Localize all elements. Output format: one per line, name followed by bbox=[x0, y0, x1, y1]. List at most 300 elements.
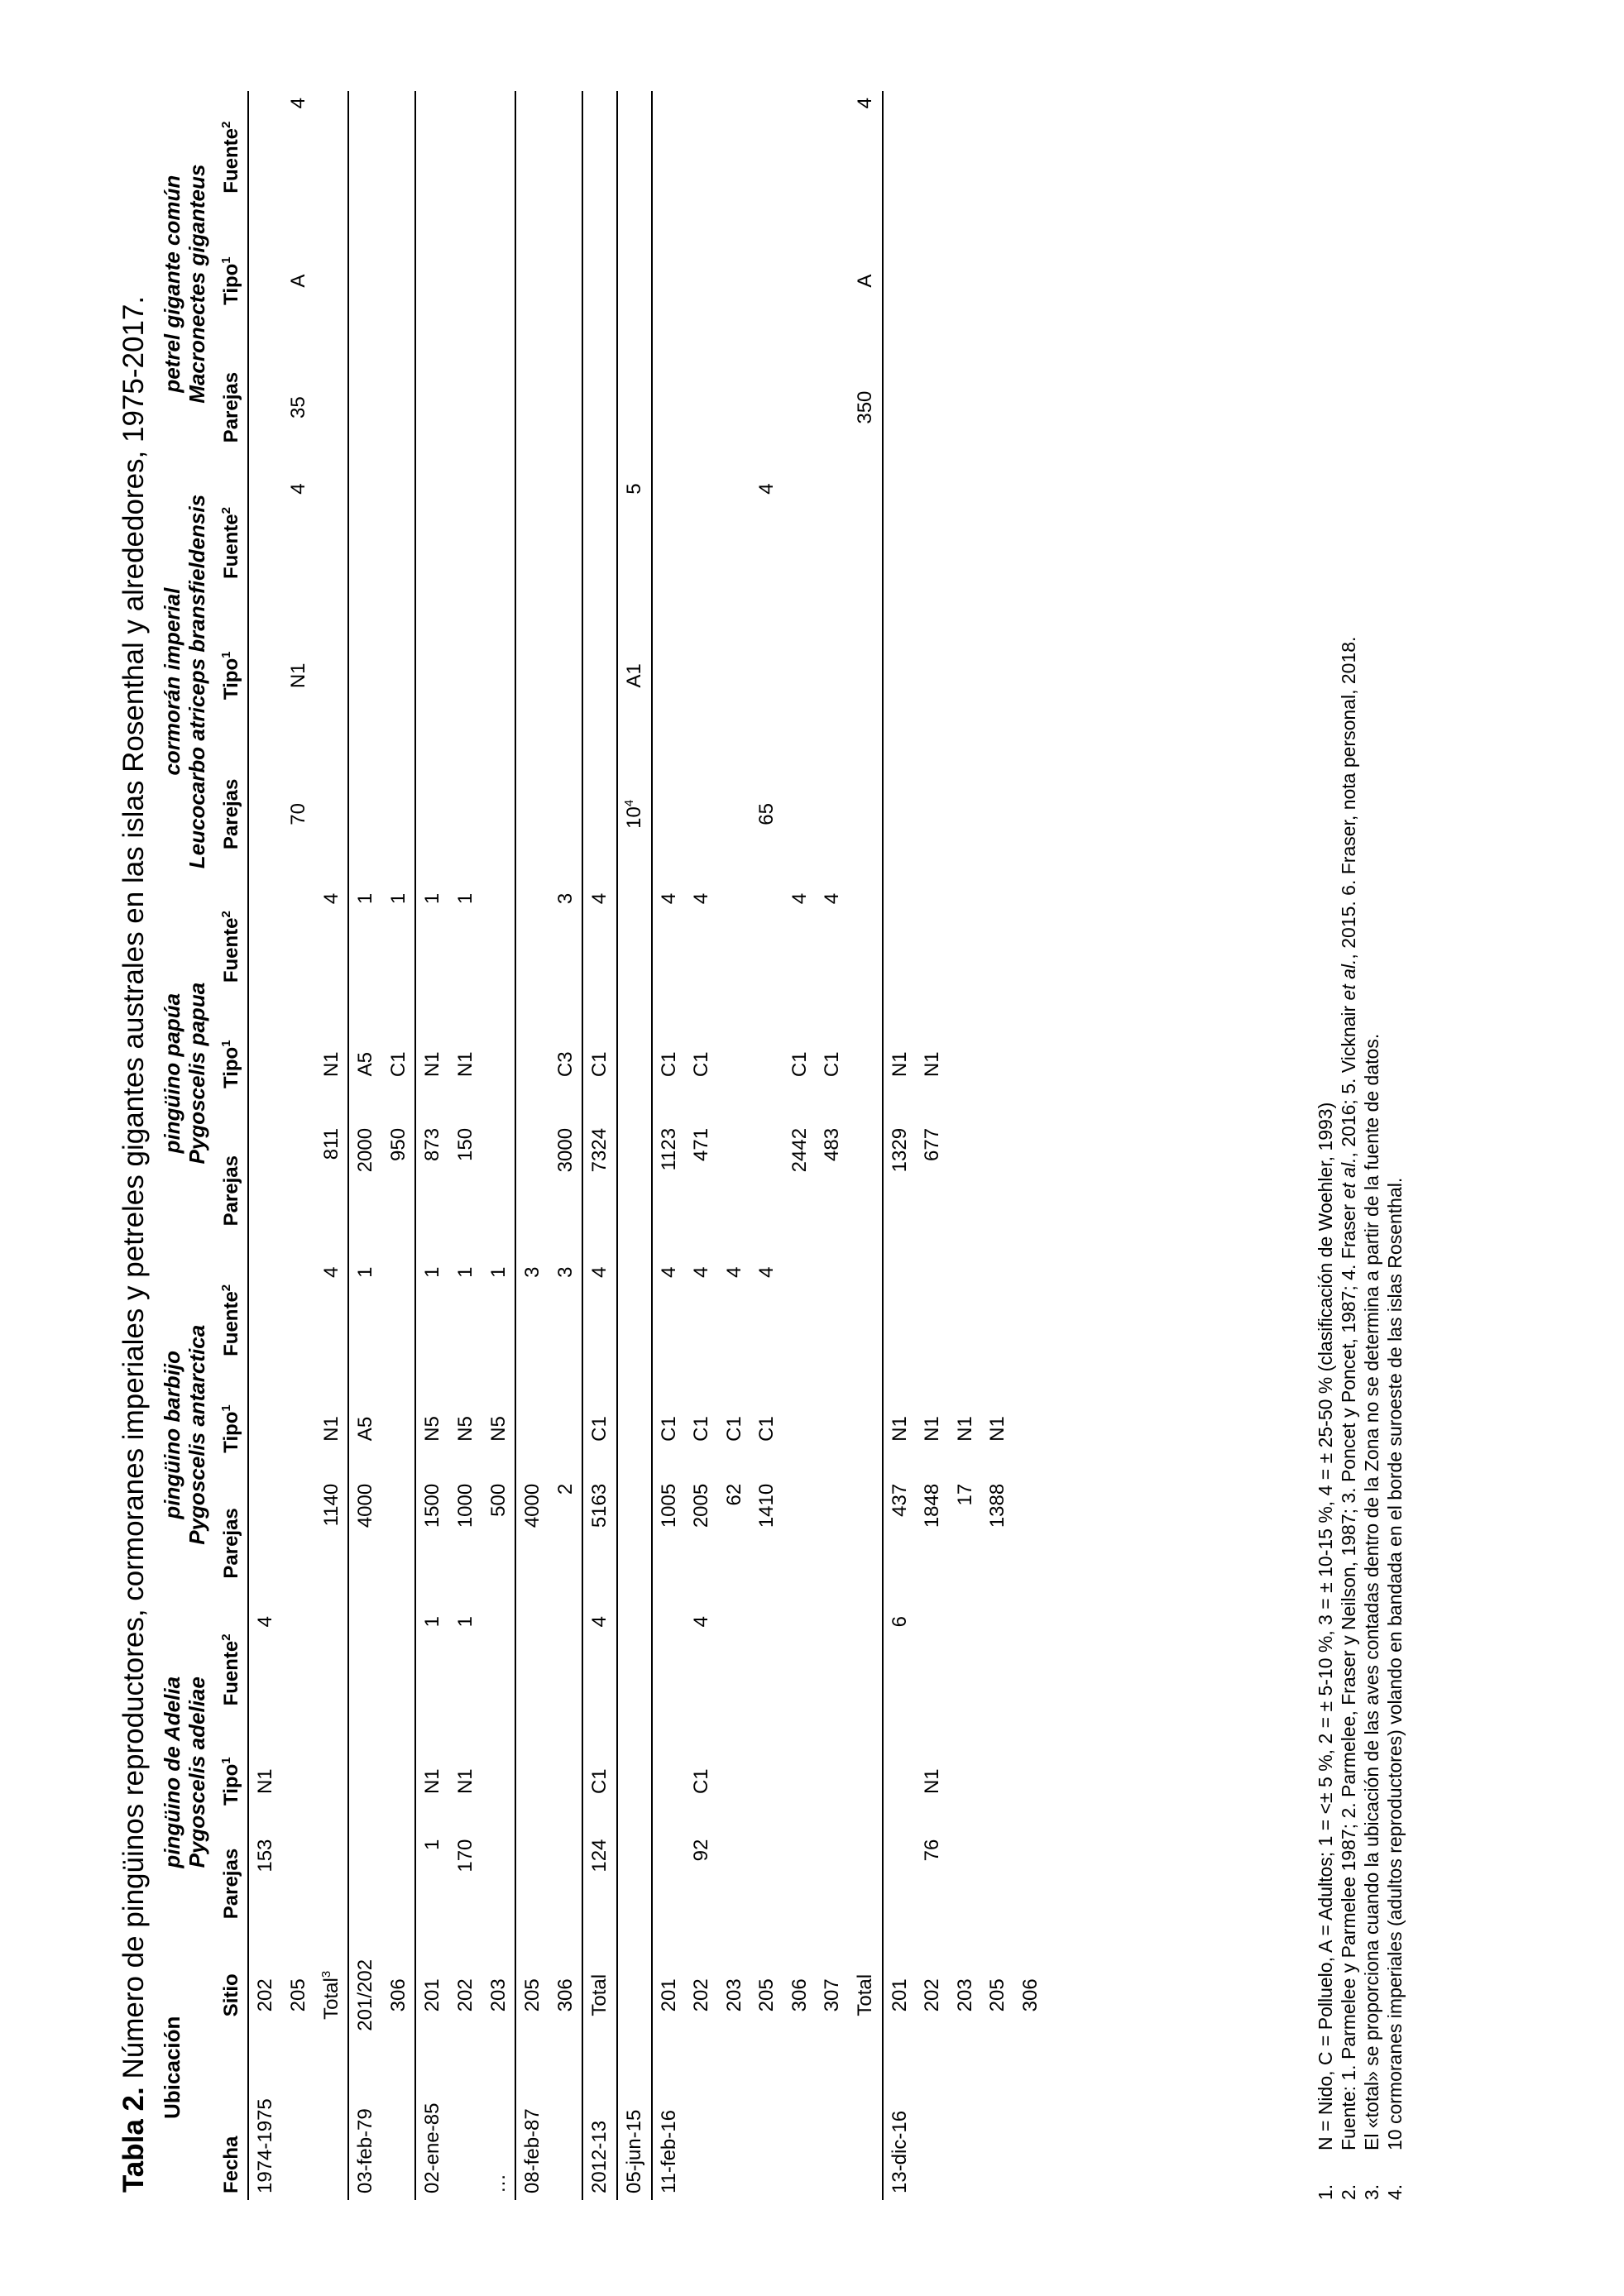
cell-pe-p bbox=[981, 338, 1014, 477]
cell-pe-p bbox=[248, 338, 282, 477]
cell-pa-p: 2000 bbox=[348, 1122, 382, 1260]
table-row bbox=[883, 91, 917, 2200]
cell-co-t bbox=[549, 610, 583, 742]
cell-ad-p bbox=[750, 1833, 783, 1935]
cell-pa-t bbox=[949, 1007, 982, 1122]
group-header-row bbox=[156, 91, 215, 2200]
cell-ch-f: 4 bbox=[722, 1266, 745, 1278]
cell-ch-f: 1 bbox=[486, 1266, 510, 1278]
footnote: 2. Fuente: 1. Parmelee y Parmelee 1987; 2. Parmelee, Fraser y Neilson, 1987; 3. Poncet y Poncet, 1987; 4. Fraser et al., 2016; 5. Vicknair et al., 2015. 6. Fraser, nota personal, 2018. bbox=[1338, 636, 1360, 2200]
cell-ch-p bbox=[1014, 1477, 1047, 1610]
cell-co-p bbox=[685, 742, 718, 887]
col-fecha: Fecha bbox=[215, 2055, 249, 2200]
cell-ch-p bbox=[783, 1477, 817, 1610]
cell-ch-f bbox=[382, 1260, 416, 1381]
cell-co-p bbox=[981, 742, 1014, 887]
cell-pe-t bbox=[949, 223, 982, 337]
cell-ad-f bbox=[1014, 1610, 1047, 1730]
cell-pa-f bbox=[515, 887, 549, 1007]
cell-ad-t bbox=[816, 1730, 849, 1833]
cell-ch-f: 4 bbox=[690, 1266, 713, 1278]
cell-ad-p bbox=[849, 1833, 883, 1935]
cell-ad-p bbox=[1014, 1833, 1047, 1935]
cell-ad-p bbox=[482, 1833, 516, 1935]
cell-ch-p bbox=[816, 1477, 849, 1610]
cell-ad-t bbox=[718, 1730, 751, 1833]
cell-co-f bbox=[718, 476, 751, 609]
cell-ch-t bbox=[617, 1380, 652, 1477]
table-row bbox=[849, 91, 883, 2200]
cell-pe-p bbox=[949, 338, 982, 477]
cell-ch-t: C1 bbox=[690, 1416, 713, 1442]
cell-sitio: 202 bbox=[921, 1978, 944, 2012]
cell-pa-f: 4 bbox=[582, 887, 617, 1007]
cell-fecha: 13-dic-16 bbox=[883, 2055, 917, 2200]
cell-co-f bbox=[449, 476, 482, 609]
cell-co-p bbox=[482, 742, 516, 887]
cell-pa-t: C1 bbox=[690, 1051, 713, 1078]
table-row bbox=[949, 91, 982, 2200]
cell-ad-t bbox=[1014, 1730, 1047, 1833]
cell-ad-f bbox=[750, 1610, 783, 1730]
cell-fecha bbox=[783, 2055, 817, 2200]
cell-ch-t bbox=[282, 1380, 315, 1477]
cell-ad-t: N1 bbox=[415, 1730, 449, 1833]
cell-pa-t: N1 bbox=[319, 1051, 343, 1078]
cell-sitio: 205 bbox=[286, 1978, 309, 2012]
col-fuente: Fuente$^2$ bbox=[215, 887, 249, 1007]
cell-pa-t: N1 bbox=[453, 1051, 477, 1078]
cell-co-f: 4 bbox=[755, 483, 778, 495]
cell-fecha: 11-feb-16 bbox=[652, 2055, 686, 2200]
cell-pa-p bbox=[1014, 1122, 1047, 1260]
cell-pe-p bbox=[816, 338, 849, 477]
table-row bbox=[750, 91, 783, 2200]
cell-ad-t: C1 bbox=[690, 1768, 713, 1795]
cell-sitio: 306 bbox=[553, 1978, 577, 2012]
cell-ad-f bbox=[282, 1610, 315, 1730]
cell-ch-f: 4 bbox=[319, 1266, 343, 1278]
cell-ad-t bbox=[482, 1730, 516, 1833]
cell-pe-t bbox=[382, 223, 416, 337]
cell-fecha bbox=[685, 2055, 718, 2200]
cell-ad-f: 4 bbox=[582, 1610, 617, 1730]
cell-pa-t: N1 bbox=[883, 1007, 917, 1122]
footnote: 1. N = Nido, C = Polluelo, A = Adultos; 1 = <± 5 %, 2 = ± 5-10 %, 3 = ± 10-15 %, 4 = ± 25-50 % (clasificación de Woehler, 1993) bbox=[1315, 1102, 1336, 2200]
table-row bbox=[248, 91, 282, 2200]
cell-ad-p: 76 bbox=[921, 1839, 944, 1862]
cell-pe-t bbox=[1014, 223, 1047, 337]
cell-pa-t bbox=[849, 1007, 883, 1122]
cell-pe-p bbox=[718, 338, 751, 477]
cell-pe-t bbox=[816, 223, 849, 337]
cell-ad-p bbox=[617, 1833, 652, 1935]
group-cormoran: cormorán imperial Leucocarbo atriceps bransfieldensis bbox=[160, 494, 209, 869]
cell-ad-p bbox=[652, 1833, 686, 1935]
cell-co-p: 65 bbox=[755, 803, 778, 825]
cell-pe-p bbox=[652, 338, 686, 477]
table-row bbox=[482, 91, 516, 2200]
footnote: 4. 10 cormoranes imperiales (adultos reproductores) volando en bandada en el borde suroeste de las islas Rosenthal. bbox=[1384, 1177, 1406, 2200]
cell-ad-p: 1 bbox=[415, 1833, 449, 1935]
cell-pa-t bbox=[515, 1007, 549, 1122]
cell-pe-p: 35 bbox=[286, 396, 309, 419]
cell-ch-f: 3 bbox=[553, 1266, 577, 1278]
cell-sitio: 201 bbox=[652, 1935, 686, 2055]
cell-pe-p bbox=[1014, 338, 1047, 477]
cell-ch-t: C1 bbox=[722, 1416, 745, 1442]
table-row bbox=[685, 91, 718, 2200]
cell-co-t bbox=[315, 610, 349, 742]
cell-ad-p bbox=[382, 1833, 416, 1935]
cell-pe-t bbox=[750, 223, 783, 337]
cell-pa-t bbox=[750, 1007, 783, 1122]
cell-co-f bbox=[685, 476, 718, 609]
cell-pa-t bbox=[617, 1007, 652, 1122]
cell-sitio: Total bbox=[854, 1973, 877, 2016]
cell-ch-f bbox=[282, 1260, 315, 1381]
cell-co-f bbox=[949, 476, 982, 609]
cell-ch-f bbox=[883, 1260, 917, 1381]
cell-sitio: 306 bbox=[1019, 1978, 1042, 2012]
cell-pe-p bbox=[415, 338, 449, 477]
cell-co-p bbox=[883, 742, 917, 887]
cell-sitio: 306 bbox=[386, 1978, 410, 2012]
cell-sitio: 202 bbox=[690, 1978, 713, 2012]
cell-pe-t bbox=[652, 223, 686, 337]
cell-pe-f: 4 bbox=[854, 98, 877, 109]
cell-pa-p: 150 bbox=[453, 1127, 477, 1161]
cell-fecha: 03-feb-79 bbox=[348, 2055, 382, 2200]
cell-pa-p bbox=[981, 1122, 1014, 1260]
cell-pa-f: 1 bbox=[386, 892, 410, 905]
cell-pa-f: 4 bbox=[652, 887, 686, 1007]
cell-co-f: 5 bbox=[617, 476, 652, 609]
cell-ch-t bbox=[1014, 1380, 1047, 1477]
cell-co-f bbox=[515, 476, 549, 609]
cell-pa-p: 811 bbox=[319, 1127, 343, 1160]
cell-ad-t: C1 bbox=[582, 1730, 617, 1833]
cell-ad-t bbox=[315, 1730, 349, 1833]
cell-ad-f: 6 bbox=[883, 1610, 917, 1730]
cell-pa-t: N1 bbox=[415, 1007, 449, 1122]
cell-pa-p: 2442 bbox=[788, 1127, 811, 1173]
caption-text: Número de pingüinos reproductores, cormoranes imperiales y petreles gigantes australes en las islas Rosenthal y alrededores, 1975-2017. bbox=[117, 295, 150, 2079]
cell-co-t bbox=[652, 610, 686, 742]
cell-pe-t bbox=[449, 223, 482, 337]
cell-pe-f bbox=[1014, 91, 1047, 223]
cell-pe-p bbox=[482, 338, 516, 477]
cell-pe-f bbox=[816, 91, 849, 223]
cell-pa-t bbox=[981, 1007, 1014, 1122]
cell-fecha bbox=[750, 2055, 783, 2200]
table-row bbox=[582, 91, 617, 2200]
cell-pe-p bbox=[449, 338, 482, 477]
cell-ad-f bbox=[617, 1610, 652, 1730]
cell-ad-f bbox=[783, 1610, 817, 1730]
cell-sitio: 201/202 bbox=[348, 1935, 382, 2055]
table-row bbox=[382, 91, 416, 2200]
cell-fecha bbox=[282, 2055, 315, 2200]
cell-ad-f bbox=[949, 1610, 982, 1730]
col-sitio: Sitio bbox=[215, 1935, 249, 2055]
cell-pa-t: C3 bbox=[553, 1051, 577, 1078]
cell-pa-t: C1 bbox=[386, 1051, 410, 1078]
cell-ch-t bbox=[515, 1380, 549, 1477]
cell-co-t bbox=[685, 610, 718, 742]
cell-ad-f bbox=[315, 1610, 349, 1730]
cell-ch-p bbox=[849, 1477, 883, 1610]
cell-co-f bbox=[849, 476, 883, 609]
cell-co-f bbox=[916, 476, 949, 609]
cell-pe-f bbox=[750, 91, 783, 223]
cell-fecha bbox=[549, 2055, 583, 2200]
cell-ch-t: N1 bbox=[921, 1416, 944, 1442]
cell-pe-f bbox=[617, 91, 652, 223]
cell-ad-f bbox=[849, 1610, 883, 1730]
cell-fecha bbox=[718, 2055, 751, 2200]
cell-pa-p bbox=[515, 1122, 549, 1260]
cell-ad-t bbox=[981, 1730, 1014, 1833]
cell-pe-t bbox=[482, 223, 516, 337]
cell-pa-f bbox=[849, 887, 883, 1007]
col-tipo: Tipo$^1$ bbox=[215, 610, 249, 742]
cell-pa-f: 1 bbox=[348, 887, 382, 1007]
cell-co-f bbox=[248, 476, 282, 609]
cell-sitio: 306 bbox=[788, 1978, 811, 2012]
cell-co-f bbox=[883, 476, 917, 609]
cell-co-f bbox=[981, 476, 1014, 609]
cell-ad-t bbox=[617, 1730, 652, 1833]
cell-sitio: 203 bbox=[722, 1978, 745, 2012]
cell-ch-p: 437 bbox=[883, 1477, 917, 1610]
cell-ad-t: N1 bbox=[248, 1730, 282, 1833]
cell-pa-t: C1 bbox=[582, 1007, 617, 1122]
cell-co-t bbox=[750, 610, 783, 742]
cell-ad-f bbox=[816, 1610, 849, 1730]
cell-ch-f: 4 bbox=[582, 1260, 617, 1381]
cell-ad-t: N1 bbox=[921, 1768, 944, 1795]
cell-pe-f bbox=[248, 91, 282, 223]
cell-pe-p bbox=[783, 338, 817, 477]
cell-pa-f bbox=[482, 887, 516, 1007]
cell-sitio: 202 bbox=[453, 1978, 477, 2012]
cell-pe-t: A bbox=[854, 274, 877, 288]
table-row bbox=[783, 91, 817, 2200]
cell-pa-f: 1 bbox=[415, 887, 449, 1007]
col-fuente: Fuente$^2$ bbox=[215, 1610, 249, 1730]
cell-co-t: N1 bbox=[286, 662, 309, 689]
col-tipo: Tipo$^1$ bbox=[215, 1380, 249, 1477]
cell-pa-p bbox=[248, 1122, 282, 1260]
cell-co-t bbox=[482, 610, 516, 742]
table-row bbox=[652, 91, 686, 2200]
cell-ad-t bbox=[549, 1730, 583, 1833]
cell-co-t bbox=[449, 610, 482, 742]
cell-sitio: Total$^3$ bbox=[319, 1970, 343, 2020]
cell-pa-f: 1 bbox=[453, 892, 477, 905]
cell-fecha bbox=[315, 2055, 349, 2200]
cell-pe-f bbox=[315, 91, 349, 223]
cell-sitio: 203 bbox=[486, 1978, 510, 2012]
cell-pe-p bbox=[685, 338, 718, 477]
cell-co-p bbox=[515, 742, 549, 887]
cell-fecha: 1974-1975 bbox=[248, 2055, 282, 2200]
group-barbijo: pingüino barbijo Pygoscelis antarctica bbox=[160, 1324, 209, 1545]
cell-ch-p: 2 bbox=[553, 1483, 577, 1495]
cell-ch-t: N1 bbox=[883, 1380, 917, 1477]
group-papua: pingüino papúa Pygoscelis papua bbox=[160, 982, 209, 1165]
cell-ch-p: 1410 bbox=[755, 1483, 778, 1528]
cell-ad-f bbox=[718, 1610, 751, 1730]
cell-ch-f bbox=[949, 1260, 982, 1381]
cell-ad-p bbox=[348, 1833, 382, 1935]
cell-sitio: 307 bbox=[821, 1978, 844, 2012]
cell-sitio: 201 bbox=[415, 1935, 449, 2055]
cell-ad-f bbox=[382, 1610, 416, 1730]
cell-fecha bbox=[382, 2055, 416, 2200]
cell-pe-p bbox=[382, 338, 416, 477]
cell-ch-f bbox=[248, 1260, 282, 1381]
cell-ch-f: 4 bbox=[755, 1266, 778, 1278]
cell-co-t bbox=[916, 610, 949, 742]
cell-pa-f bbox=[248, 887, 282, 1007]
cell-fecha: 2012-13 bbox=[582, 2055, 617, 2200]
ubicacion-header: Ubicación bbox=[160, 2016, 184, 2119]
cell-ch-t: N5 bbox=[453, 1416, 477, 1442]
col-fuente: Fuente$^2$ bbox=[215, 91, 249, 223]
cell-pa-p bbox=[750, 1122, 783, 1260]
cell-fecha: 08-feb-87 bbox=[515, 2055, 549, 2200]
cell-sitio: 205 bbox=[755, 1978, 778, 2012]
cell-pe-p bbox=[549, 338, 583, 477]
cell-pa-t bbox=[1014, 1007, 1047, 1122]
cell-ch-t: N1 bbox=[953, 1416, 976, 1442]
cell-co-f bbox=[315, 476, 349, 609]
col-parejas: Parejas bbox=[215, 1122, 249, 1260]
cell-co-p bbox=[582, 742, 617, 887]
cell-co-p bbox=[783, 742, 817, 887]
col-tipo: Tipo$^1$ bbox=[215, 1007, 249, 1122]
cell-pa-t: N1 bbox=[921, 1051, 944, 1078]
cell-ch-f: 3 bbox=[515, 1260, 549, 1381]
table-row bbox=[348, 91, 382, 2200]
cell-pa-f: 4 bbox=[821, 892, 844, 905]
cell-co-t bbox=[718, 610, 751, 742]
cell-pa-p bbox=[849, 1122, 883, 1260]
cell-ch-p bbox=[282, 1477, 315, 1610]
cell-pe-t bbox=[348, 223, 382, 337]
cell-pe-f bbox=[582, 91, 617, 223]
cell-ch-p bbox=[382, 1477, 416, 1610]
cell-ad-p: 170 bbox=[453, 1839, 477, 1873]
cell-pa-p: 950 bbox=[386, 1127, 410, 1161]
col-parejas: Parejas bbox=[215, 1477, 249, 1610]
cell-co-t bbox=[1014, 610, 1047, 742]
col-fuente: Fuente$^2$ bbox=[215, 1260, 249, 1381]
cell-fecha bbox=[816, 2055, 849, 2200]
cell-co-p: 70 bbox=[286, 803, 309, 825]
cell-ad-f bbox=[652, 1610, 686, 1730]
cell-pe-t bbox=[315, 223, 349, 337]
cell-ch-f bbox=[849, 1260, 883, 1381]
cell-ch-p bbox=[248, 1477, 282, 1610]
caption-label: Tabla 2. bbox=[117, 2087, 150, 2193]
cell-ch-p bbox=[617, 1477, 652, 1610]
cell-pe-t bbox=[783, 223, 817, 337]
cell-ch-p: 1388 bbox=[986, 1483, 1009, 1528]
table-row bbox=[916, 91, 949, 2200]
cell-co-p bbox=[449, 742, 482, 887]
cell-co-t bbox=[883, 610, 917, 742]
cell-ad-p bbox=[949, 1833, 982, 1935]
cell-co-p bbox=[1014, 742, 1047, 887]
cell-ch-t bbox=[783, 1380, 817, 1477]
cell-co-f bbox=[1014, 476, 1047, 609]
cell-pe-p: 350 bbox=[854, 390, 877, 424]
cell-pe-f bbox=[685, 91, 718, 223]
cell-ch-t: C1 bbox=[652, 1380, 686, 1477]
cell-co-p bbox=[816, 742, 849, 887]
cell-ad-p: 124 bbox=[582, 1833, 617, 1935]
cell-ch-f bbox=[816, 1260, 849, 1381]
cell-pa-p: 1123 bbox=[652, 1122, 686, 1260]
cell-co-p bbox=[718, 742, 751, 887]
cell-ad-t bbox=[783, 1730, 817, 1833]
cell-ch-t: A5 bbox=[348, 1380, 382, 1477]
cell-pe-t bbox=[248, 223, 282, 337]
cell-ad-f: 4 bbox=[248, 1610, 282, 1730]
table-row bbox=[415, 91, 449, 2200]
cell-pe-f bbox=[515, 91, 549, 223]
cell-pa-p bbox=[282, 1122, 315, 1260]
cell-ch-f: 1 bbox=[453, 1266, 477, 1278]
cell-co-f: 4 bbox=[286, 483, 309, 495]
cell-fecha bbox=[916, 2055, 949, 2200]
table-row bbox=[282, 91, 315, 2200]
group-petrel: petrel gigante común Macronectes giganteus bbox=[160, 164, 209, 404]
cell-co-p bbox=[849, 742, 883, 887]
cell-pe-f bbox=[348, 91, 382, 223]
cell-pa-p: 677 bbox=[921, 1127, 944, 1161]
cell-co-f bbox=[652, 476, 686, 609]
cell-pa-t: C1 bbox=[652, 1007, 686, 1122]
table-row bbox=[549, 91, 583, 2200]
cell-pe-t bbox=[617, 223, 652, 337]
cell-co-p bbox=[949, 742, 982, 887]
cell-co-p: $10^4$ bbox=[617, 742, 652, 887]
table-row bbox=[617, 91, 652, 2200]
cell-pa-p bbox=[617, 1122, 652, 1260]
cell-ch-p: 4000 bbox=[348, 1477, 382, 1610]
cell-ch-t: N5 bbox=[486, 1416, 510, 1442]
cell-ch-p: 1848 bbox=[921, 1483, 944, 1528]
cell-ch-p: 62 bbox=[722, 1483, 745, 1506]
cell-pa-f: 4 bbox=[788, 892, 811, 905]
cell-ch-f bbox=[617, 1260, 652, 1381]
cell-ad-f: 1 bbox=[415, 1610, 449, 1730]
cell-ad-p: 153 bbox=[248, 1833, 282, 1935]
cell-ad-p bbox=[981, 1833, 1014, 1935]
cell-ch-t: N1 bbox=[319, 1416, 343, 1442]
cell-pa-t bbox=[718, 1007, 751, 1122]
cell-pa-t bbox=[282, 1007, 315, 1122]
col-tipo: Tipo$^1$ bbox=[215, 1730, 249, 1833]
cell-pe-t bbox=[916, 223, 949, 337]
cell-ad-t bbox=[282, 1730, 315, 1833]
group-adelia: pingüino de Adelia Pygoscelis adeliae bbox=[160, 1676, 209, 1868]
cell-co-t bbox=[949, 610, 982, 742]
